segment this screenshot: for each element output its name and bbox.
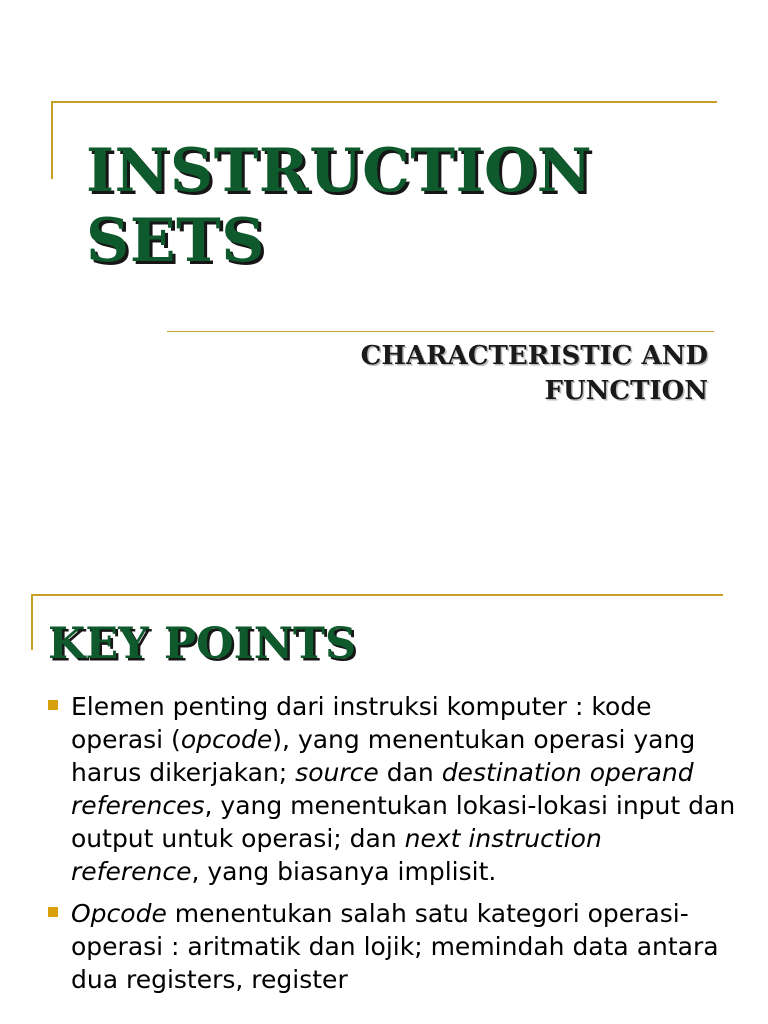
slide-title: INSTRUCTION SETS — [86, 136, 593, 276]
square-bullet-icon — [48, 907, 58, 917]
bullet-text: Opcode menentukan salah satu kategori operasi-operasi : aritmatik dan lojik; memindah data antara dua registers, register — [71, 899, 719, 994]
slide-subtitle: CHARACTERISTIC AND FUNCTION — [360, 341, 708, 406]
bullet-text: Elemen penting dari instruksi komputer : kode operasi (opcode), yang menentukan operasi yang harus dikerjakan; source dan destination operand references, yang menentukan lokasi-lokasi input dan output untuk operasi; dan next instruction reference, yang biasanya implisit. — [71, 692, 736, 886]
subtitle-rule — [167, 331, 714, 332]
slide-title: KEY POINTS — [48, 619, 357, 669]
left-rule — [31, 594, 33, 650]
key-points-slide — [0, 560, 768, 1024]
bullet-item — [48, 897, 738, 996]
bullet-list — [48, 690, 738, 1005]
left-rule — [51, 101, 53, 179]
square-bullet-icon — [48, 700, 58, 710]
top-rule — [51, 101, 717, 103]
top-rule — [31, 594, 723, 596]
bullet-item — [48, 690, 738, 888]
